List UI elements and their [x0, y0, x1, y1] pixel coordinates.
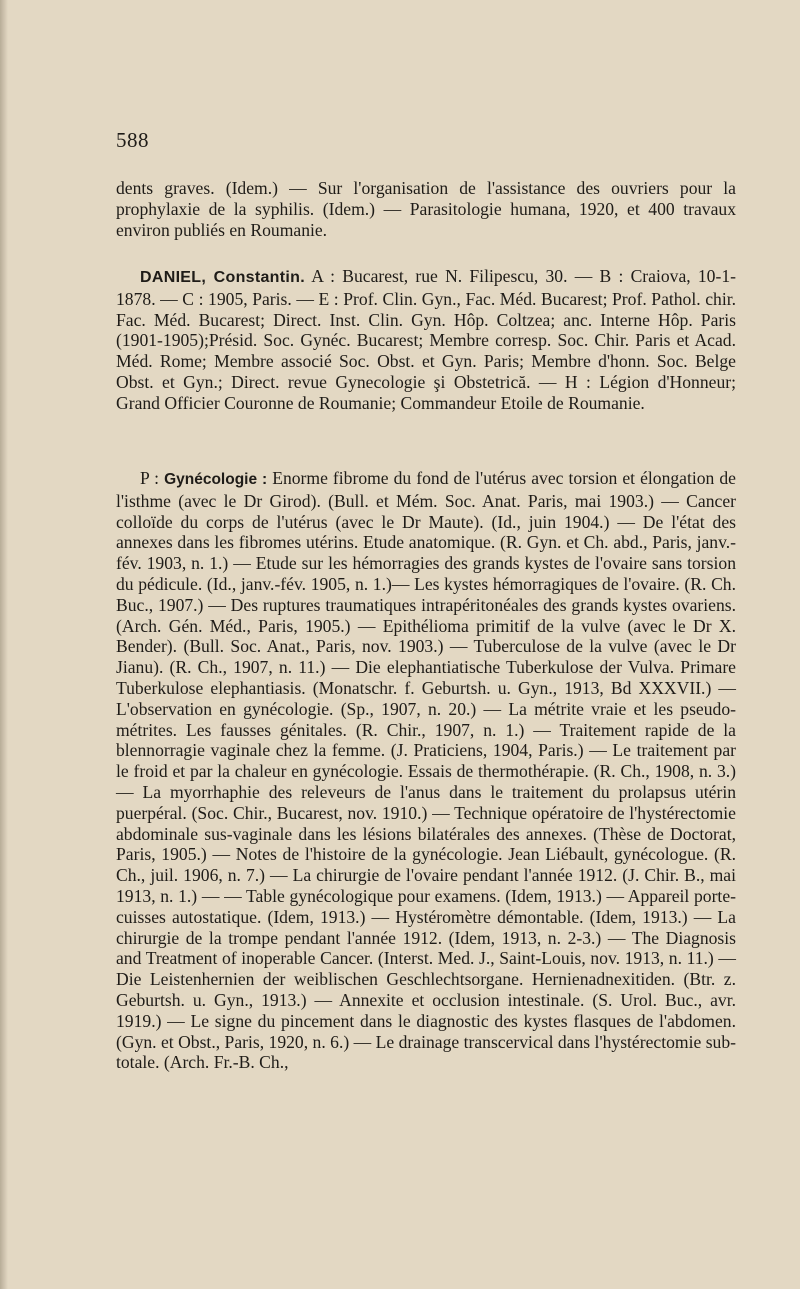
continuation-text: dents graves. (Idem.) — Sur l'organisation de l'assistance des ouvriers pour la prophylaxie de la syphilis. (Idem.) — Parasitologie humana, 1920, et 400 travaux environ publiés en Roumanie.: [116, 178, 736, 240]
page-number: 588: [116, 128, 149, 152]
publications-heading: Gynécologie :: [164, 471, 268, 488]
publications-body: Enorme fibrome du fond de l'utérus avec torsion et élongation de l'isthme (avec le Dr Girod). (Bull. et Mém. Soc. Anat. Paris, mai 1903.) — Cancer colloïde du corps de l'utérus (avec le Dr Maute). (Id., juin 1904.) — De l'état des annexes dans les fibromes utérins. Etude anatomique. (R. Gyn. et Ch. abd., Paris, janv.-fév. 1903, n. 1.) — Etude sur les hémorragies des grands kystes de l'ovaire sans torsion du pédicule. (Id., janv.-fév. 1905, n. 1.)— Les kystes hémorragiques de l'ovaire. (R. Ch. Buc., 1907.) — Des ruptures traumatiques intrapéritonéales des grands kystes ovariens. (Arch. Gén. Méd., Paris, 1905.) — Epithélioma primitif de la vulve (avec le Dr X. Bender). (Bull. Soc. Anat., Paris, nov. 1903.) — Tuberculose de la vulve (avec le Dr Jianu). (R. Ch., 1907, n. 11.) — Die elephantiatische Tuberkulose der Vulva. Primare Tuberkulose elephantiasis. (Monatschr. f. Geburtsh. u. Gyn., 1913, Bd XXXVII.) — L'observation en gynécologie. (Sp., 1907, n. 20.) — La métrite vraie et les pseudo-métrites. Les fausses génitales. (R. Chir., 1907, n. 1.) — Traitement rapide de la blennorragie vaginale chez la femme. (J. Praticiens, 1904, Paris.) — Le traitement par le froid et par la chaleur en gynécologie. Essais de thermothérapie. (R. Ch., 1908, n. 3.) — La myorrhaphie des releveurs de l'anus dans le traitement du prolapsus utérin puerpéral. (Soc. Chir., Bucarest, nov. 1910.) — Technique opératoire de l'hystérectomie abdominale sus-vaginale dans les lésions bilatérales des annexes. (Thèse de Doctorat, Paris, 1905.) — Notes de l'histoire de la gynécologie. Jean Liébault, gynécologue. (R. Ch., juil. 1906, n. 7.) — La chirurgie de l'ovaire pendant l'année 1912. (J. Chir. B., mai 1913, n. 1.) — — Table gynécologique pour examens. (Idem, 1913.) — Appareil porte-cuisses autostatique. (Idem, 1913.) — Hystéromètre démontable. (Idem, 1913.) — La chirurgie de la trompe pendant l'année 1912. (Idem, 1913, n. 2-3.) — The Diagnosis and Treatment of inoperable Cancer. (Interst. Med. J., Saint-Louis, nov. 1913, n. 11.) — Die Leistenhernien der weiblischen Geschlechtsorgane. Hernienadnexitiden. (Btr. z. Geburtsh. u. Gyn., 1913.) — Annexite et occlusion intestinale. (S. Urol. Buc., avr. 1919.) — Le signe du pincement dans le diagnostic des kystes flasques de l'abdomen. (Gyn. et Obst., Paris, 1920, n. 6.) — Le drainage transcervical dans l'hystérectomie sub-totale. (Arch. Fr.-B. Ch.,: [116, 468, 736, 1073]
entry-body: A : Bucarest, rue N. Filipescu, 30. — B : Craiova, 10-1-1878. — C : 1905, Paris. — E : Prof. Clin. Gyn., Fac. Méd. Bucarest; Prof. Pathol. chir. Fac. Méd. Bucarest; Direct. Inst. Clin. Gyn. Hôp. Coltzea; anc. Interne Hôp. Paris (1901-1905);Présid. Soc. Gynéc. Bucarest; Membre corresp. Soc. Chir. Paris et Acad. Méd. Rome; Membre associé Soc. Obst. et Gyn. Paris; Membre d'honn. Soc. Belge Obst. et Gyn.; Direct. revue Gynecologie şi Obstetrică. — H : Légion d'Honneur; Grand Officier Couronne de Roumanie; Commandeur Etoile de Roumanie.: [116, 266, 736, 413]
entry-name: DANIEL, Constantin.: [140, 269, 305, 286]
publications-paragraph: [116, 468, 736, 1073]
publications-text: [116, 468, 736, 1073]
page-edge-shadow: [0, 0, 8, 1289]
publications-prefix: P :: [140, 468, 165, 488]
continuation-paragraph: [116, 178, 736, 240]
entry-text: [116, 266, 736, 414]
entry-paragraph: [116, 266, 736, 414]
